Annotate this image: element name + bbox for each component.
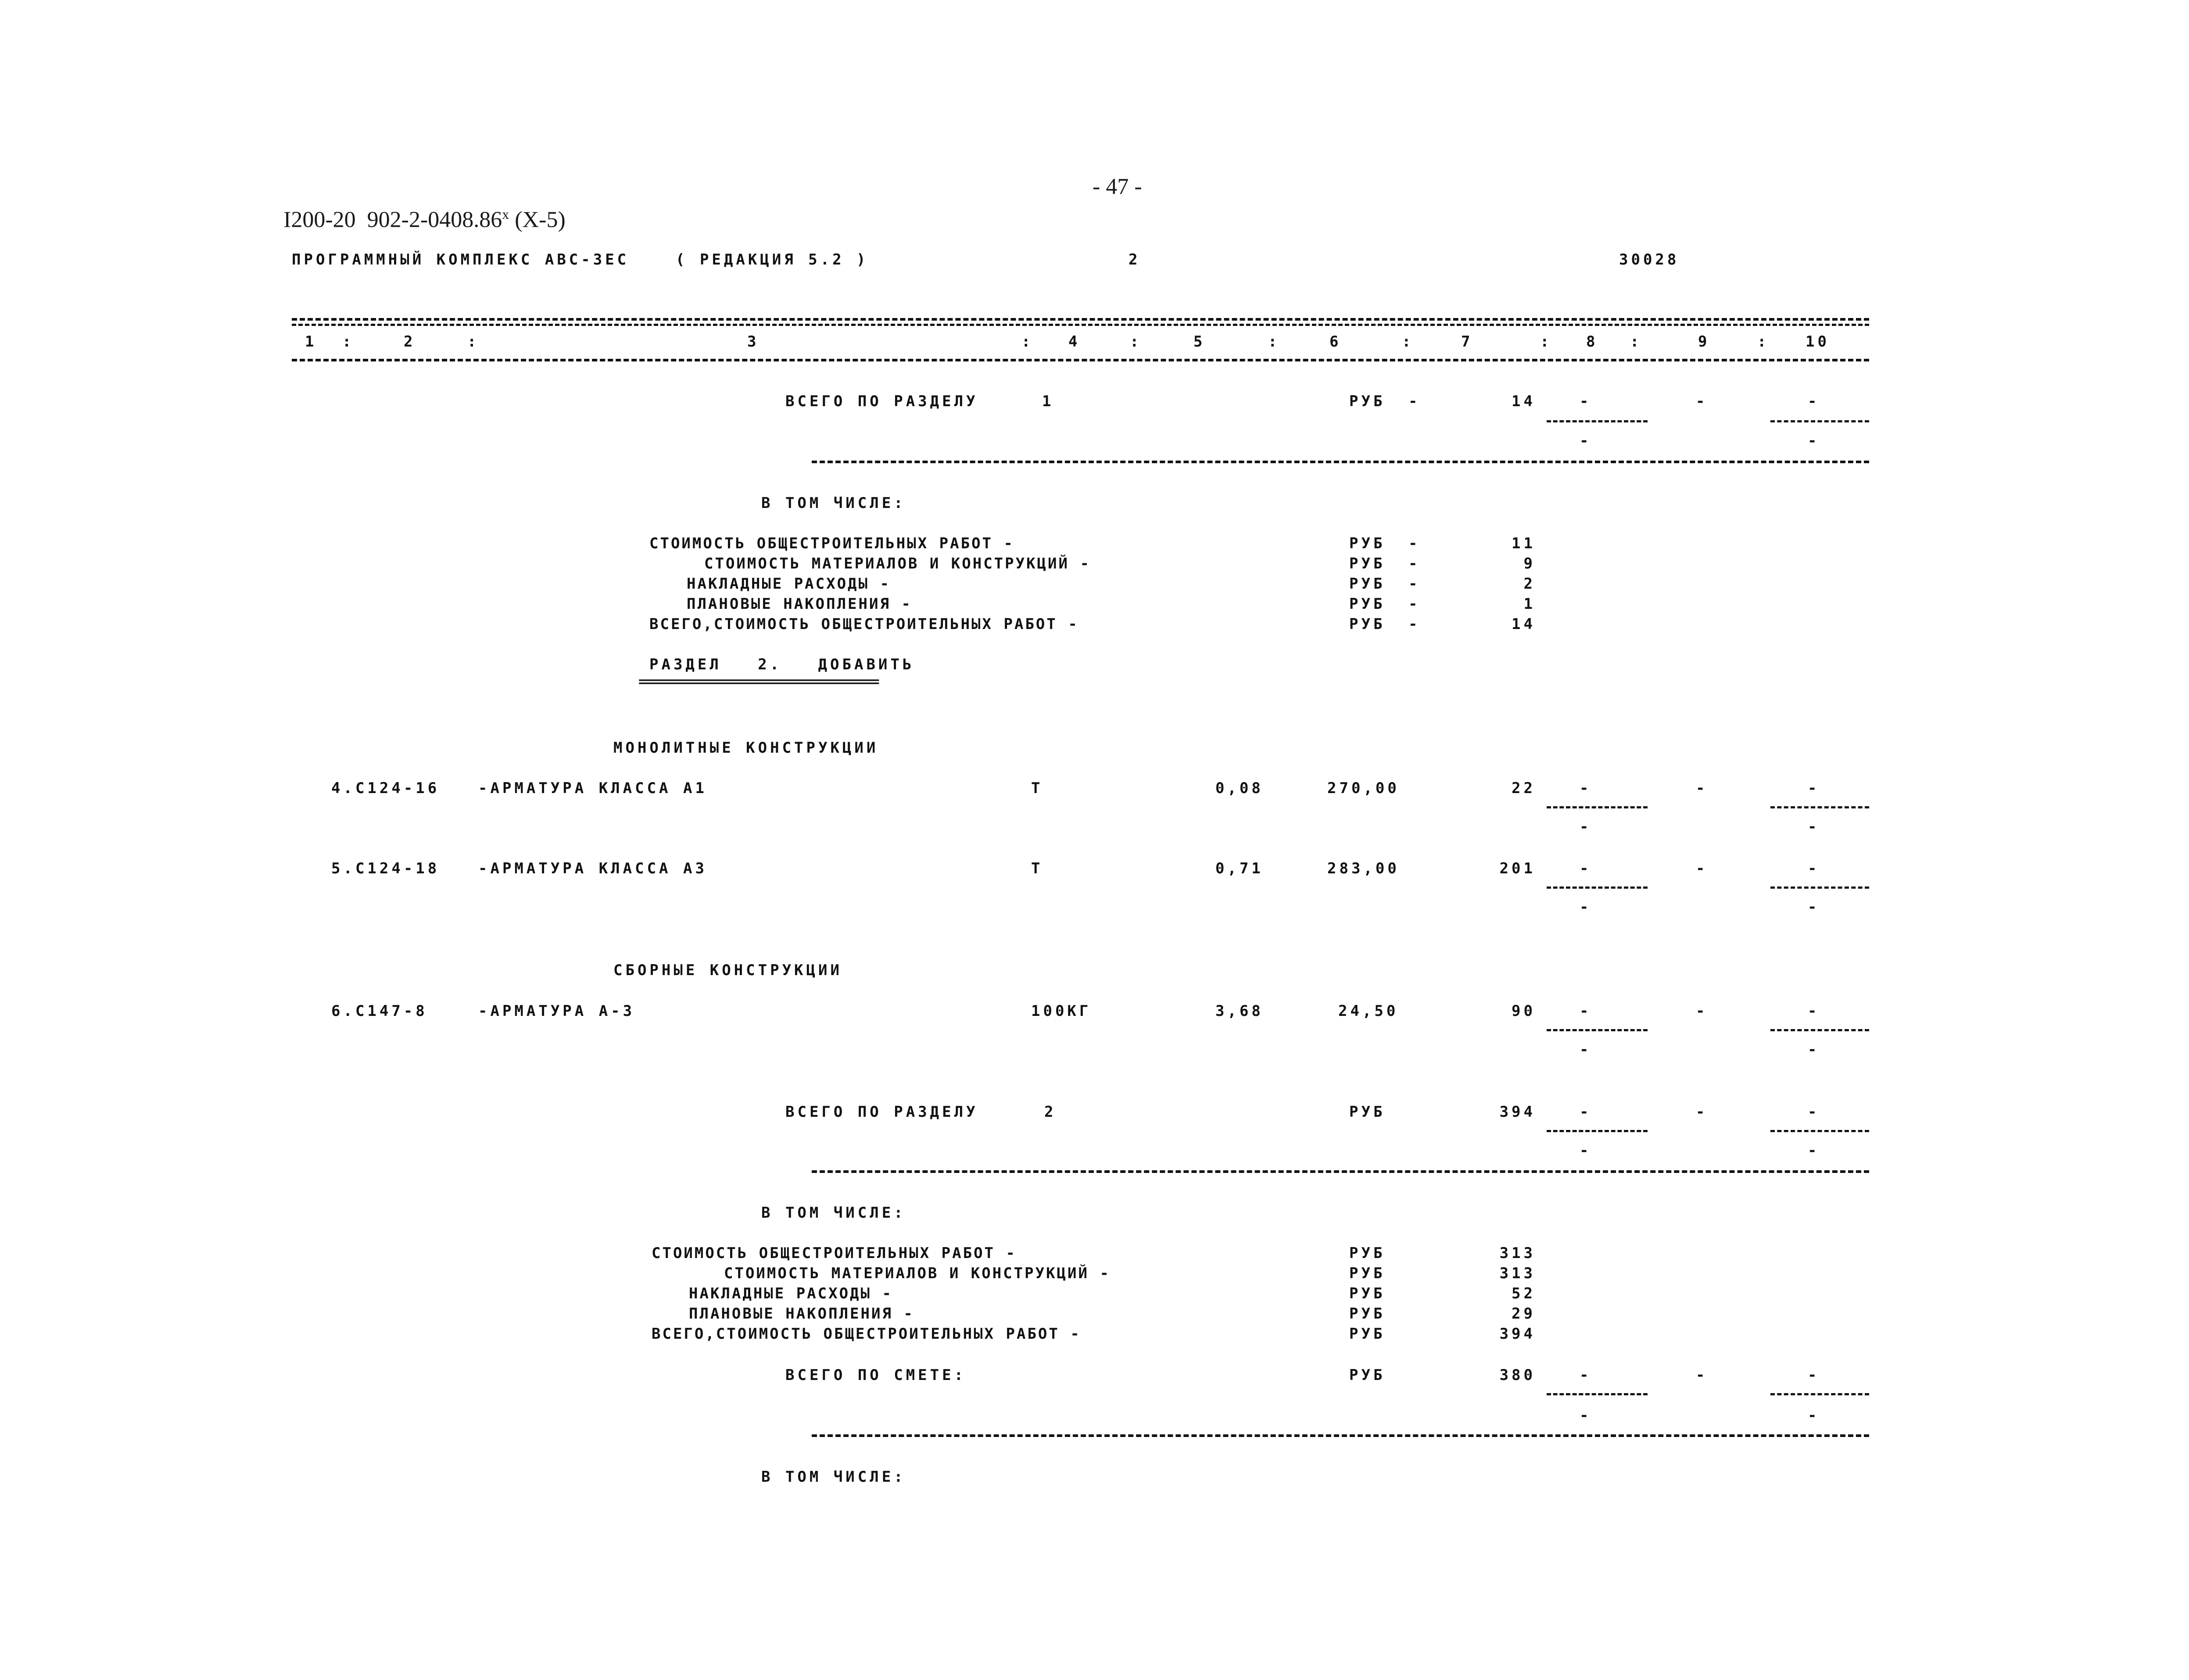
col9-dash: - [1696,393,1708,410]
col8-dash: - [1580,1142,1592,1159]
item-total: 90 [1512,1002,1536,1020]
doc-sup: x [502,206,509,222]
breakdown-unit: РУБ [1349,575,1386,593]
col10-dash: - [1808,432,1820,450]
breakdown-label: СТОИМОСТЬ МАТЕРИАЛОВ И КОНСТРУКЦИЙ - [704,555,1091,572]
including-label-1: В ТОМ ЧИСЛЕ: [761,494,906,512]
section1-total-rule [812,461,1869,463]
breakdown-label: СТОИМОСТЬ ОБЩЕСТРОИТЕЛЬНЫХ РАБОТ - [652,1244,1017,1262]
breakdown-dash: - [1408,595,1421,613]
col8-dash: - [1580,818,1592,836]
header-rule-top [292,318,1869,321]
item-unit: Т [1031,779,1043,797]
col-sep: : [1630,333,1642,350]
item-price: 24,50 [1338,1002,1399,1020]
item-qty: 0,71 [1215,860,1264,877]
col8-dash: - [1580,1103,1592,1121]
breakdown-value: 11 [1512,535,1536,552]
col10-dash: - [1808,779,1820,797]
breakdown-label: НАКЛАДНЫЕ РАСХОДЫ - [689,1285,893,1302]
breakdown-unit: РУБ [1349,535,1386,552]
col9-dash: - [1696,1103,1708,1121]
code-number: 30028 [1619,251,1680,268]
col-sep: : [1268,333,1280,350]
breakdown-value: 52 [1512,1285,1536,1302]
col10-dash: - [1808,1103,1820,1121]
item-code: 4.С124-16 [331,779,440,797]
col8-dash: - [1580,1407,1592,1424]
col8-dash: - [1580,1002,1592,1020]
breakdown-dash: - [1408,555,1421,572]
section2-total-rule [812,1170,1869,1173]
subtotal-rule-col8 [1547,420,1648,422]
item-qty: 0,08 [1215,779,1264,797]
col10-dash: - [1808,1002,1820,1020]
col-header-6: 6 [1329,333,1342,350]
subtotal-rule-col10 [1770,1029,1869,1031]
col10-dash: - [1808,1142,1820,1159]
breakdown-label: СТОИМОСТЬ ОБЩЕСТРОИТЕЛЬНЫХ РАБОТ - [649,535,1014,552]
breakdown-dash: - [1408,615,1421,633]
header-rule-bottom [292,359,1869,361]
group-prefab: СБОРНЫЕ КОНСТРУКЦИИ [613,962,842,979]
breakdown-value: 394 [1499,1325,1536,1343]
col-header-10: 10 [1806,333,1830,350]
col10-dash: - [1808,1041,1820,1058]
subtotal-rule-col8 [1547,1130,1648,1132]
col10-dash: - [1808,818,1820,836]
col10-dash: - [1808,1366,1820,1384]
item-name: -АРМАТУРА КЛАССА А3 [478,860,707,877]
item-unit: 100КГ [1031,1002,1092,1020]
col-sep: : [467,333,480,350]
item-name: -АРМАТУРА КЛАССА А1 [478,779,707,797]
breakdown-label: ВСЕГО,СТОИМОСТЬ ОБЩЕСТРОИТЕЛЬНЫХ РАБОТ - [652,1325,1081,1343]
subtotal-rule-col8 [1547,806,1648,808]
breakdown-dash: - [1408,575,1421,593]
program-name: ПРОГРАММНЫЙ КОМПЛЕКС АВС-3ЕС [292,251,630,268]
col10-dash: - [1808,393,1820,410]
section1-total-value: 14 [1512,393,1536,410]
breakdown-label: СТОИМОСТЬ МАТЕРИАЛОВ И КОНСТРУКЦИЙ - [724,1265,1111,1282]
section1-total-dash: - [1408,393,1421,410]
breakdown-value: 14 [1512,615,1536,633]
breakdown-dash: - [1408,535,1421,552]
edition-label: ( РЕДАКЦИЯ 5.2 ) [676,251,869,268]
subtotal-rule-col10 [1770,1130,1869,1132]
section2-total-value: 394 [1499,1103,1536,1121]
estimate-total-label: ВСЕГО ПО СМЕТЕ: [785,1366,967,1384]
item-code: 6.С147-8 [331,1002,428,1020]
breakdown-label: НАКЛАДНЫЕ РАСХОДЫ - [687,575,891,593]
item-price: 283,00 [1327,860,1400,877]
section2-total-label: ВСЕГО ПО РАЗДЕЛУ [785,1103,978,1121]
section1-total-number: 1 [1042,393,1054,410]
breakdown-label: ВСЕГО,СТОИМОСТЬ ОБЩЕСТРОИТЕЛЬНЫХ РАБОТ - [649,615,1079,633]
col10-dash: - [1808,898,1820,916]
breakdown-unit: РУБ [1349,1325,1386,1343]
section2-total-number: 2 [1044,1103,1057,1121]
item-price: 270,00 [1327,779,1400,797]
item-total: 22 [1512,779,1536,797]
col9-dash: - [1696,1366,1708,1384]
breakdown-unit: РУБ [1349,615,1386,633]
estimate-total-rule [812,1434,1869,1437]
including-label-3: В ТОМ ЧИСЛЕ: [761,1468,906,1486]
breakdown-unit: РУБ [1349,1285,1386,1302]
col10-dash: - [1808,1407,1820,1424]
breakdown-value: 9 [1523,555,1536,572]
item-total: 201 [1499,860,1536,877]
subtotal-rule-col10 [1770,806,1869,808]
group-monolith: МОНОЛИТНЫЕ КОНСТРУКЦИИ [613,739,879,757]
col-header-7: 7 [1461,333,1473,350]
doc-suffix: (X-5) [515,207,566,232]
col-header-4: 4 [1068,333,1081,350]
col8-dash: - [1580,860,1592,877]
breakdown-unit: РУБ [1349,555,1386,572]
breakdown-label: ПЛАНОВЫЕ НАКОПЛЕНИЯ - [689,1305,914,1323]
subtotal-rule-col10 [1770,1393,1869,1395]
item-code: 5.С124-18 [331,860,440,877]
doc-number: 902-2-0408.86 [367,207,502,232]
col-sep: : [1021,333,1034,350]
subtotal-rule-col8 [1547,1029,1648,1031]
col8-dash: - [1580,1041,1592,1058]
item-qty: 3,68 [1215,1002,1264,1020]
col-sep: : [1540,333,1552,350]
subtotal-rule-col8 [1547,886,1648,889]
col9-dash: - [1696,779,1708,797]
col-header-8: 8 [1586,333,1598,350]
col8-dash: - [1580,393,1592,410]
breakdown-unit: РУБ [1349,1305,1386,1323]
subtotal-rule-col8 [1547,1393,1648,1395]
col-sep: : [1130,333,1142,350]
section2-total-unit: РУБ [1349,1103,1386,1121]
document-code [272,184,566,231]
breakdown-unit: РУБ [1349,1265,1386,1282]
col8-dash: - [1580,1366,1592,1384]
subtotal-rule-col10 [1770,420,1869,422]
col8-dash: - [1580,779,1592,797]
item-unit: Т [1031,860,1043,877]
item-name: -АРМАТУРА А-3 [478,1002,635,1020]
col10-dash: - [1808,860,1820,877]
header-rule-top-2 [292,324,1869,326]
col-sep: : [342,333,355,350]
subtotal-rule-col10 [1770,886,1869,889]
estimate-total-value: 380 [1499,1366,1536,1384]
breakdown-value: 313 [1499,1244,1536,1262]
page-number: - 47 - [1093,174,1142,199]
estimate-total-unit: РУБ [1349,1366,1386,1384]
section1-total-label: ВСЕГО ПО РАЗДЕЛУ [785,393,978,410]
col-header-2: 2 [404,333,416,350]
doc-code: I200-20 [283,207,356,232]
section1-total-unit: РУБ [1349,393,1386,410]
col-header-3: 3 [747,333,760,350]
breakdown-value: 29 [1512,1305,1536,1323]
breakdown-value: 1 [1523,595,1536,613]
col-header-1: 1 [305,333,317,350]
col8-dash: - [1580,898,1592,916]
breakdown-value: 2 [1523,575,1536,593]
breakdown-label: ПЛАНОВЫЕ НАКОПЛЕНИЯ - [687,595,912,613]
col-sep: : [1757,333,1770,350]
sheet-number: 2 [1129,251,1141,268]
col9-dash: - [1696,860,1708,877]
col-header-9: 9 [1698,333,1710,350]
breakdown-unit: РУБ [1349,595,1386,613]
section2-heading: РАЗДЕЛ 2. ДОБАВИТЬ [649,656,915,673]
section2-double-rule: ============================================ [638,674,877,690]
col-sep: : [1402,333,1414,350]
breakdown-value: 313 [1499,1265,1536,1282]
breakdown-unit: РУБ [1349,1244,1386,1262]
col9-dash: - [1696,1002,1708,1020]
col8-dash: - [1580,432,1592,450]
including-label-2: В ТОМ ЧИСЛЕ: [761,1204,906,1222]
col-header-5: 5 [1193,333,1206,350]
